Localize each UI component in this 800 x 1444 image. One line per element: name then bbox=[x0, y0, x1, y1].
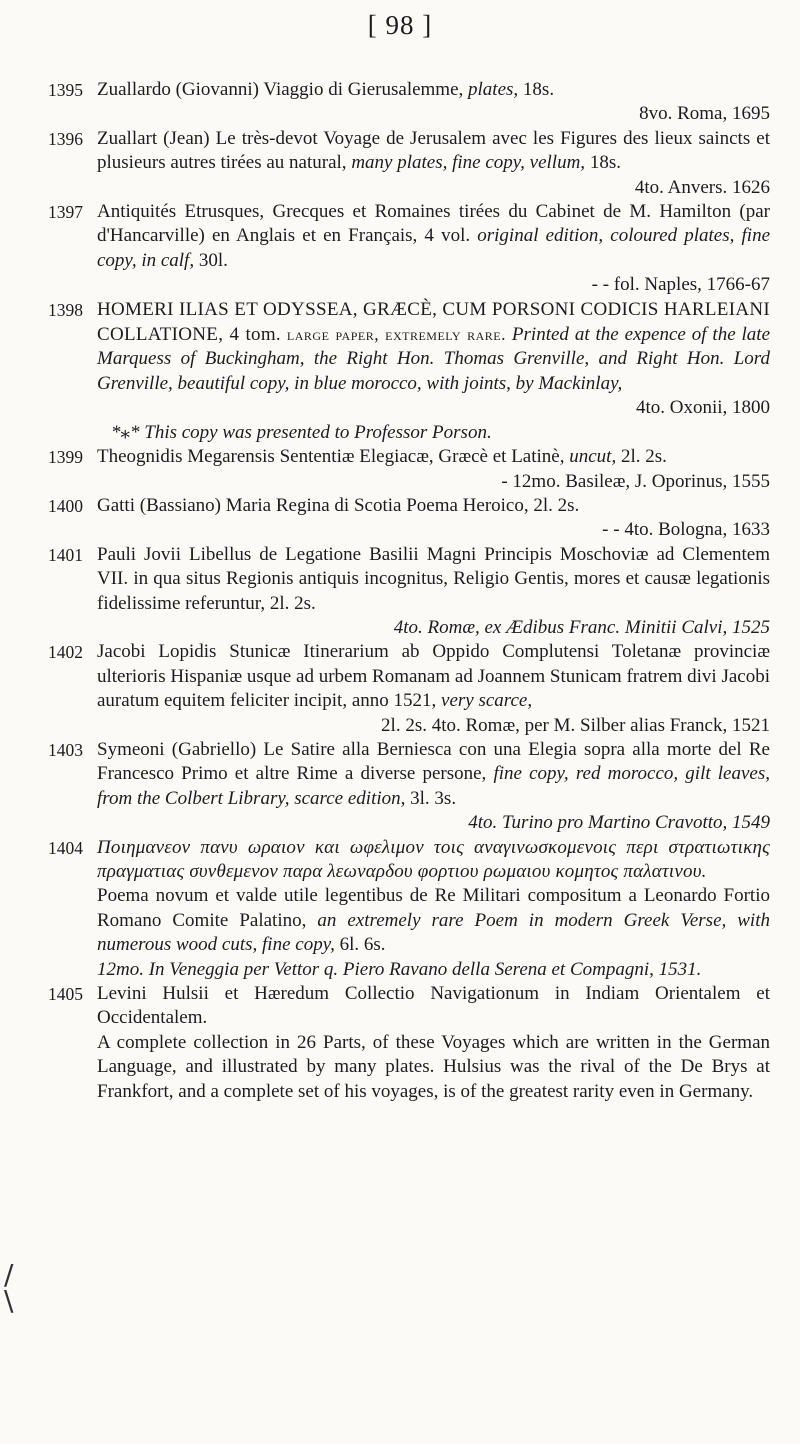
entry-number: 1404 bbox=[48, 837, 83, 858]
entry-note: *⁎* This copy was presented to Professor Porson. bbox=[111, 421, 492, 443]
entry-price: 2l. 2s. bbox=[533, 494, 580, 516]
catalog-entry-1397 bbox=[48, 200, 770, 298]
entry-description: an extremely rare Poem in modern Greek Verse, with numerous wood cuts, fine copy, bbox=[97, 909, 770, 956]
entry-title: Jacobi Lopidis Stunicæ Itinerarium ab Oppido Complutensi Toletanæ provinciæ ulterioris Hispaniæ usque ad urbem Romanam ad Joannem Stunicam fratrem divi Jacobi auratum equitem feliciter incipit, anno 1521, bbox=[97, 641, 770, 712]
catalog-listing bbox=[48, 78, 770, 1104]
entry-title: Poema novum et valde utile legentibus de Re Militari compositum a Leonardo Fortio Romano Comite Palatino, bbox=[97, 885, 770, 931]
entry-description: fine copy, red morocco, gilt leaves, from the Colbert Library, scarce edition, bbox=[97, 763, 770, 809]
entry-number: 1399 bbox=[48, 447, 83, 468]
entry-price: 18s. bbox=[589, 152, 621, 174]
margin-mark-icon: / \ bbox=[4, 1258, 14, 1317]
entry-title: Gatti (Bassiano) Maria Regina di Scotia Poema Heroico, bbox=[97, 494, 529, 516]
entry-price: 30l. bbox=[198, 249, 228, 271]
entry-imprint: 4to. Romæ, ex Ædibus Franc. Minitii Calvi, 1525 bbox=[393, 616, 770, 638]
entry-number: 1397 bbox=[48, 202, 83, 223]
entry-imprint: 4to. Oxonii, 1800 bbox=[635, 397, 770, 419]
entry-imprint: - - 4to. Bologna, 1633 bbox=[602, 519, 770, 541]
entry-title: Levini Hulsii et Hæredum Collectio Navigationum in Indiam Orientalem et Occidentalem. bbox=[97, 983, 770, 1029]
entry-imprint: 8vo. Roma, 1695 bbox=[639, 103, 770, 125]
page-number: [ 98 ] bbox=[367, 10, 433, 40]
entry-number: 1395 bbox=[48, 80, 83, 100]
catalog-entry-1395 bbox=[48, 78, 770, 127]
catalog-entry-1405 bbox=[48, 982, 770, 1104]
catalog-entry-1399 bbox=[48, 445, 770, 494]
entry-title: Pauli Jovii Libellus de Legatione Basilii Magni Principis Moschoviæ ad Clementem VII. in qua situs Regionis antiquis incognitus, Religio Gentis, mores et causæ legationis fidelissime referuntur, 2l. 2s. bbox=[97, 543, 770, 614]
catalog-entry-1398 bbox=[48, 298, 770, 445]
catalog-entry-1401 bbox=[48, 543, 770, 641]
entry-number: 1403 bbox=[48, 739, 83, 760]
catalog-entry-1400 bbox=[48, 494, 770, 543]
entry-title: Antiquités Etrusques, Grecques et Romaines tirées du Cabinet de M. Hamilton (par d'Hancarville) en Anglais et en Français, 4 vol. bbox=[97, 201, 770, 247]
entry-title: HOMERI ILIAS ET ODYSSEA, GRÆCÈ, CUM PORSONI CODICIS HARLEIANI COLLATIONE, 4 tom. bbox=[97, 298, 770, 346]
entry-imprint: 2l. 2s. 4to. Romæ, per M. Silber alias Franck, 1521 bbox=[381, 714, 770, 736]
entry-latin-title bbox=[97, 884, 770, 957]
entry-imprint: 4to. Anvers. 1626 bbox=[634, 176, 770, 198]
entry-description: plates, bbox=[468, 79, 519, 100]
entry-number: 1400 bbox=[48, 495, 83, 516]
entry-description: Printed at the expence of the late Marquess of Buckingham, the Right Hon. Thomas Grenville, and Right Hon. Lord Grenville, beautiful copy, in blue morocco, with joints, by Mackinlay, bbox=[97, 324, 771, 394]
entry-description: A complete collection in 26 Parts, of these Voyages which are written in the German Language, and illustrated by many plates. Hulsius was the rival of the De Brys at Frankfort, and a complete set of his voyages, is of the greatest rarity even in Germany. bbox=[97, 1031, 770, 1102]
entry-title: Theognidis Megarensis Sententiæ Elegiacæ, Græcè et Latinè, bbox=[97, 446, 565, 468]
entry-number: 1398 bbox=[48, 299, 83, 320]
entry-description: original edition, coloured plates, fine copy, in calf, bbox=[97, 225, 771, 271]
entry-price: 6l. 6s. bbox=[339, 934, 386, 956]
entry-imprint: - - fol. Naples, 1766-67 bbox=[591, 274, 770, 296]
entry-description: very scarce, bbox=[441, 690, 533, 712]
entry-description: uncut, bbox=[569, 446, 617, 468]
catalog-entry-1403 bbox=[48, 738, 770, 836]
entry-greek-title: Ποιημανεον πανυ ωραιον και ωφελιμον τοις αναγινωσκομενοις περι στρατιωτικης πραγματιας συνθεμενον παρα λεωναρδου φορτιου ρωμαιου κομητος παλατινου. bbox=[97, 836, 770, 882]
entry-description: many plates, fine copy, vellum, bbox=[351, 152, 586, 174]
entry-number: 1396 bbox=[48, 128, 83, 149]
entry-number: 1401 bbox=[48, 544, 83, 565]
entry-paper-note: large paper, extremely rare. bbox=[286, 324, 506, 345]
catalog-entry-1404 bbox=[48, 836, 770, 982]
entry-number: 1405 bbox=[48, 984, 83, 1005]
entry-price: 18s. bbox=[522, 79, 555, 100]
entry-number: 1402 bbox=[48, 642, 83, 663]
entry-title: Symeoni (Gabriello) Le Satire alla Berniesca con una Elegia sopra alla morte del Re Francesco Primo et altre Rime a diverse persone, bbox=[97, 738, 770, 785]
catalog-entry-1396 bbox=[48, 127, 770, 200]
entry-price: 2l. 2s. bbox=[620, 446, 667, 468]
entry-imprint: 12mo. In Veneggia per Vettor q. Piero Ravano della Serena et Compagni, 1531. bbox=[97, 958, 702, 980]
entry-title: Zuallardo (Giovanni) Viaggio di Gierusalemme, bbox=[97, 79, 464, 100]
entry-imprint: 4to. Turino pro Martino Cravotto, 1549 bbox=[468, 812, 770, 834]
entry-price: 3l. 3s. bbox=[410, 787, 457, 809]
catalog-entry-1402 bbox=[48, 640, 770, 738]
entry-imprint: - 12mo. Basileæ, J. Oporinus, 1555 bbox=[501, 470, 770, 492]
entry-title: Zuallart (Jean) Le très-devot Voyage de Jerusalem avec les Figures des lieux saincts et plusieurs autres tirées au natural, bbox=[97, 127, 770, 174]
